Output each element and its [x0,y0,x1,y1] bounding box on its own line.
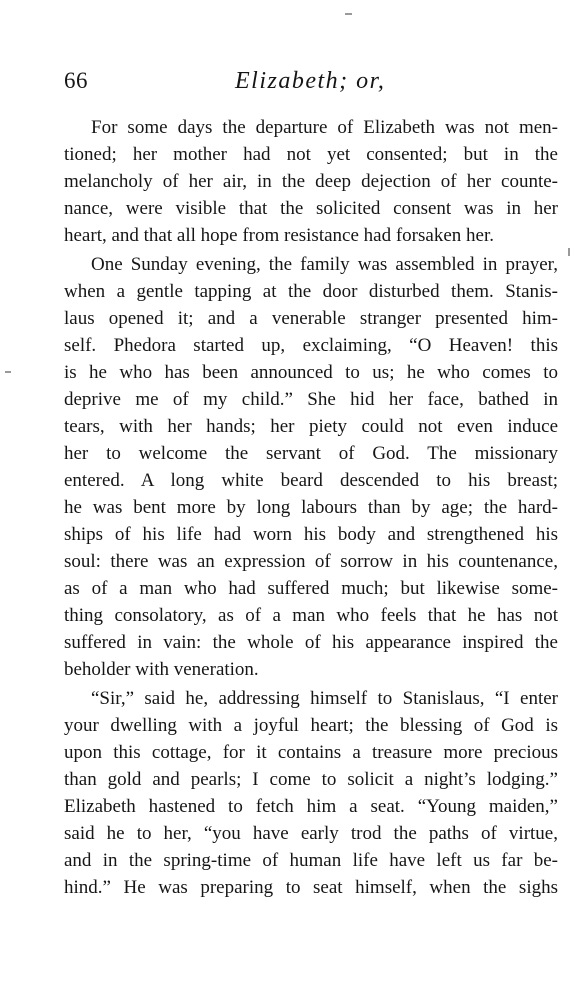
paper-speck [345,13,352,15]
text-line: upon this cottage, for it contains a treasure more precious [64,742,558,763]
paper-speck [5,371,11,373]
text-line: tears, with her hands; her piety could not even induce [64,416,558,437]
text-line: self. Phedora started up, exclaiming, “O Heaven! this [64,335,558,356]
text-line: and in the spring-time of human life have left us far be- [64,850,558,871]
text-line: melancholy of her air, in the deep dejection of her counte- [64,171,558,192]
text-line: hind.” He was preparing to seat himself, when the sighs [64,877,558,898]
paragraph [64,685,558,901]
text-line: nance, were visible that the solicited consent was in her [64,198,558,219]
running-header [64,68,558,102]
text-line: For some days the departure of Elizabeth was not men- [91,117,558,138]
text-line: beholder with veneration. [64,659,259,680]
text-line: your dwelling with a joyful heart; the blessing of God is [64,715,558,736]
text-line: laus opened it; and a venerable stranger presented him- [64,308,558,329]
text-line: deprive me of my child.” She hid her face, bathed in [64,389,558,410]
text-line: thing consolatory, as of a man who feels that he has not [64,605,558,626]
text-line: than gold and pearls; I come to solicit a night’s lodging.” [64,769,558,790]
text-line: when a gentle tapping at the door disturbed them. Stanis- [64,281,558,302]
text-line: he was bent more by long labours than by age; the hard- [64,497,558,518]
text-line: entered. A long white beard descended to his breast; [64,470,558,491]
running-title: Elizabeth; or, [235,68,386,94]
text-line: suffered in vain: the whole of his appearance inspired the [64,632,558,653]
text-line: One Sunday evening, the family was assembled in prayer, [91,254,558,275]
text-line: said he to her, “you have early trod the paths of virtue, [64,823,558,844]
text-line: ships of his life had worn his body and strengthened his [64,524,558,545]
paragraph [64,251,558,683]
text-line: Elizabeth hastened to fetch him a seat. “Young maiden,” [64,796,558,817]
text-line: “Sir,” said he, addressing himself to Stanislaus, “I enter [91,688,558,709]
text-line: as of a man who had suffered much; but likewise some- [64,578,558,599]
body-text [64,114,558,901]
text-line: is he who has been announced to us; he who comes to [64,362,558,383]
text-line: heart, and that all hope from resistance had forsaken her. [64,225,494,246]
paper-speck [568,248,570,256]
text-line: her to welcome the servant of God. The missionary [64,443,558,464]
paragraph [64,114,558,249]
page-number: 66 [64,68,88,93]
text-line: tioned; her mother had not yet consented; but in the [64,144,558,165]
text-line: soul: there was an expression of sorrow in his countenance, [64,551,558,572]
